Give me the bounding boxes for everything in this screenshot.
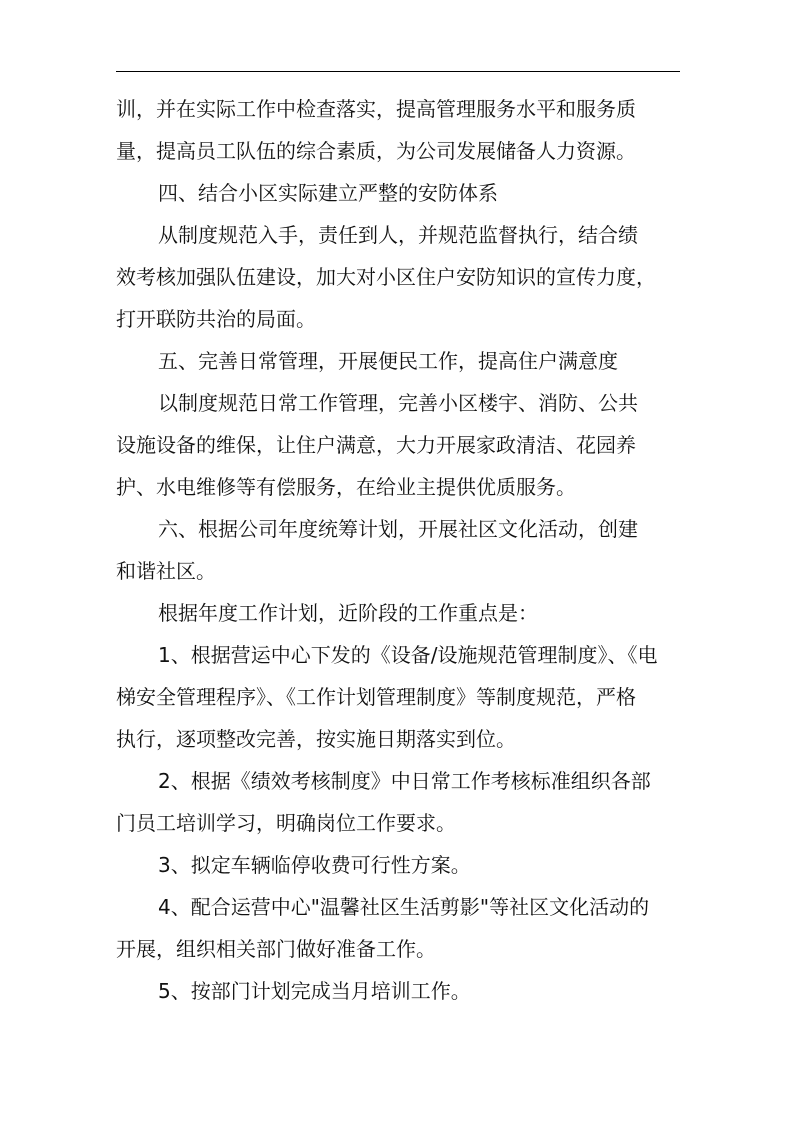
text-line: 护、水电维修等有偿服务，在给业主提供优质服务。 — [116, 475, 576, 499]
text-line: 梯安全管理程序》、《工作计划管理制度》等制度规范，严格 — [116, 685, 636, 709]
text-line: 和谐社区。 — [116, 559, 216, 583]
text-line: 2、根据《绩效考核制度》中日常工作考核标准组织各部 — [158, 769, 651, 793]
text-line: 开展，组织相关部门做好准备工作。 — [116, 937, 436, 961]
body-text — [116, 88, 680, 1012]
text-line: 六、根据公司年度统筹计划，开展社区文化活动，创建 — [158, 517, 638, 541]
text-line: 门员工培训学习，明确岗位工作要求。 — [116, 811, 456, 835]
text-line: 5、按部门计划完成当月培训工作。 — [158, 979, 471, 1003]
text-line: 根据年度工作计划，近阶段的工作重点是： — [158, 601, 538, 625]
text-line: 执行，逐项整改完善，按实施日期落实到位。 — [116, 727, 516, 751]
text-line: 4、配合运营中心"温馨社区生活剪影"等社区文化活动的 — [158, 895, 650, 919]
text-line: 3、拟定车辆临停收费可行性方案。 — [158, 853, 471, 877]
text-line: 四、结合小区实际建立严整的安防体系 — [158, 181, 498, 205]
text-line: 五、完善日常管理，开展便民工作，提高住户满意度 — [158, 349, 618, 373]
text-line: 从制度规范入手，责任到人，并规范监督执行，结合绩 — [158, 223, 638, 247]
text-line: 量，提高员工队伍的综合素质，为公司发展储备人力资源。 — [116, 139, 636, 163]
text-line: 以制度规范日常工作管理，完善小区楼宇、消防、公共 — [158, 391, 638, 415]
text-line: 设施设备的维保，让住户满意，大力开展家政清洁、花园养 — [116, 433, 636, 457]
text-line: 打开联防共治的局面。 — [116, 307, 316, 331]
text-line: 训，并在实际工作中检查落实，提高管理服务水平和服务质 — [116, 97, 636, 121]
text-line: 1、根据营运中心下发的《设备/设施规范管理制度》、《电 — [158, 643, 658, 667]
text-line: 效考核加强队伍建设，加大对小区住户安防知识的宣传力度， — [116, 265, 656, 289]
header-rule — [116, 71, 680, 72]
